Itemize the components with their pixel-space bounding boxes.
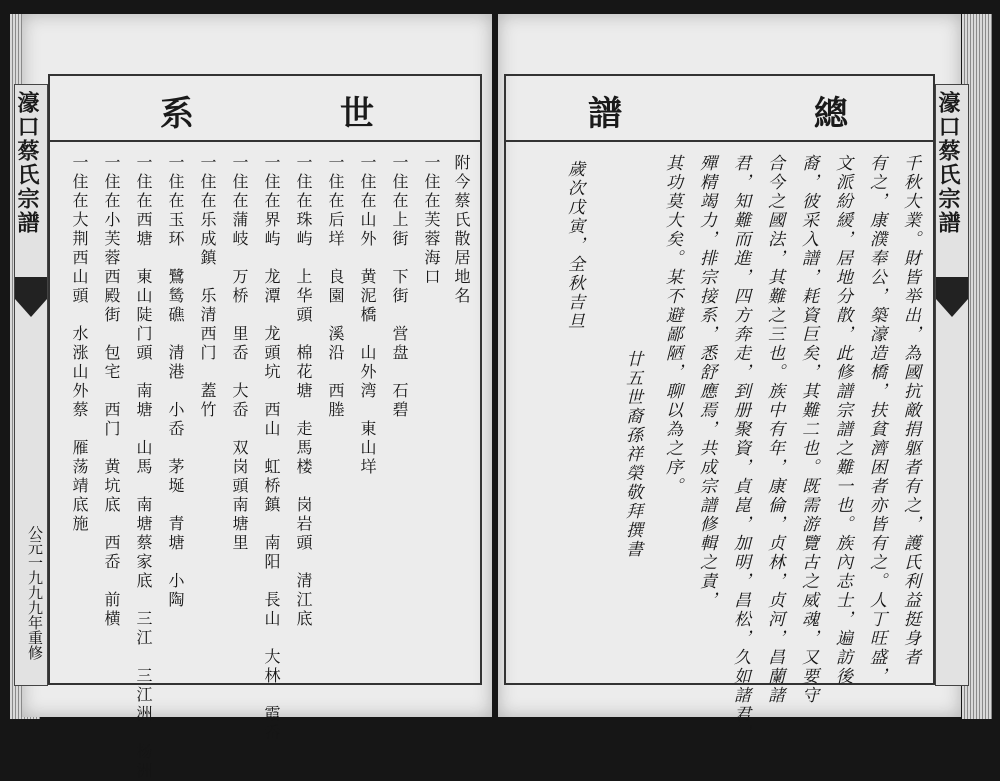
edition-note: 公元一九九九年重修 [26,525,44,660]
date-line: 歲次戊寅，全秋吉旦 [564,160,584,331]
right-page [498,14,961,743]
right-page-frame [504,74,935,743]
preface-column: 文派紛緩，居地分散，此修譜宗譜之難一也。族內志士，遍訪後 [832,154,852,686]
preface-column: 殫精竭力，排宗接系，悉舒應焉，共成宗譜修輯之責， [696,154,716,610]
preface-column: 裔，彼采入譜，耗資巨矣，其難二也。既需游覽古之威魂，又要守 [798,154,818,705]
preface-column: 千秋大業。財皆举出，為國抗敵捐躯者有之，護氏利益挺身者 [900,154,920,667]
preface-column: 合今之國法，其難之三也。族中有年，康倫，贞林，贞河，昌蘭諸 [764,154,784,705]
left-page-frame [48,74,482,781]
text-column: 一住在界屿 龙潭 龙頭坑 西山 虹桥鎮 南阳 長山 大林 霞岙 [262,154,281,743]
text-column: 附今蔡氏散居地名 [452,154,471,306]
author-signature: 廿五世裔孫祥榮敬拜撰書 [622,350,642,559]
text-column: 一住在乐成鎮 乐清西门 蓋竹 [198,154,217,420]
left-spine-tab [14,84,48,686]
header-char-shi: 世 [340,94,374,134]
header-char-xi: 系 [160,94,194,134]
text-column: 一住在玉环 鷺鸶礁 清港 小岙 茅埏 青塘 小陶 [166,154,185,610]
right-page-header [506,76,933,142]
text-column: 一住在蒲岐 万桥 里岙 大岙 双岗頭南塘里 [230,154,249,553]
preface-column: 其功莫大矣。某不避鄙陋，聊以為之序。 [662,154,682,496]
text-column: 一住在小芙蓉西殿街 包宅 西门 黄坑底 西岙 前横 [102,154,121,629]
text-column: 一住在西塘 東山陡门頭 南塘 山馬 南塘蔡家底 三江 三江洲 杨洲 [134,154,153,781]
genealogy-title: 濠口蔡氏宗譜 [935,91,961,235]
header-char-pu: 譜 [588,94,622,134]
black-wedge-marker [15,277,47,317]
text-column: 一住在芙蓉海口 [422,154,441,287]
black-wedge-marker [936,277,968,317]
text-column: 一住在后垟 良園 溪沿 西塍 [326,154,345,420]
right-page-body [506,140,933,743]
left-page [14,14,492,781]
right-spine-tab [935,84,969,686]
preface-column: 君，知難而進，四方奔走，到册聚資，貞崑，加明，昌松，久如諸君， [730,154,750,743]
header-char-zong: 總 [814,94,848,134]
text-column: 一住在大荆西山頭 水涨山外蔡 雁荡靖底施 [70,154,89,534]
text-column: 一住在山外 黄泥橋 山外湾 東山垟 [358,154,377,477]
text-column: 一住在珠屿 上华頭 棉花塘 走馬楼 岗岩頭 清江底 [294,154,313,629]
left-page-body [50,140,480,781]
text-column: 一住在上街 下街 営盘 石碧 [390,154,409,420]
left-page-header [50,76,480,142]
genealogy-title: 濠口蔡氏宗譜 [14,91,40,235]
preface-column: 有之，康濮奉公，築濠造橋，扶貧濟困者亦皆有之。人丁旺盛， [866,154,886,686]
